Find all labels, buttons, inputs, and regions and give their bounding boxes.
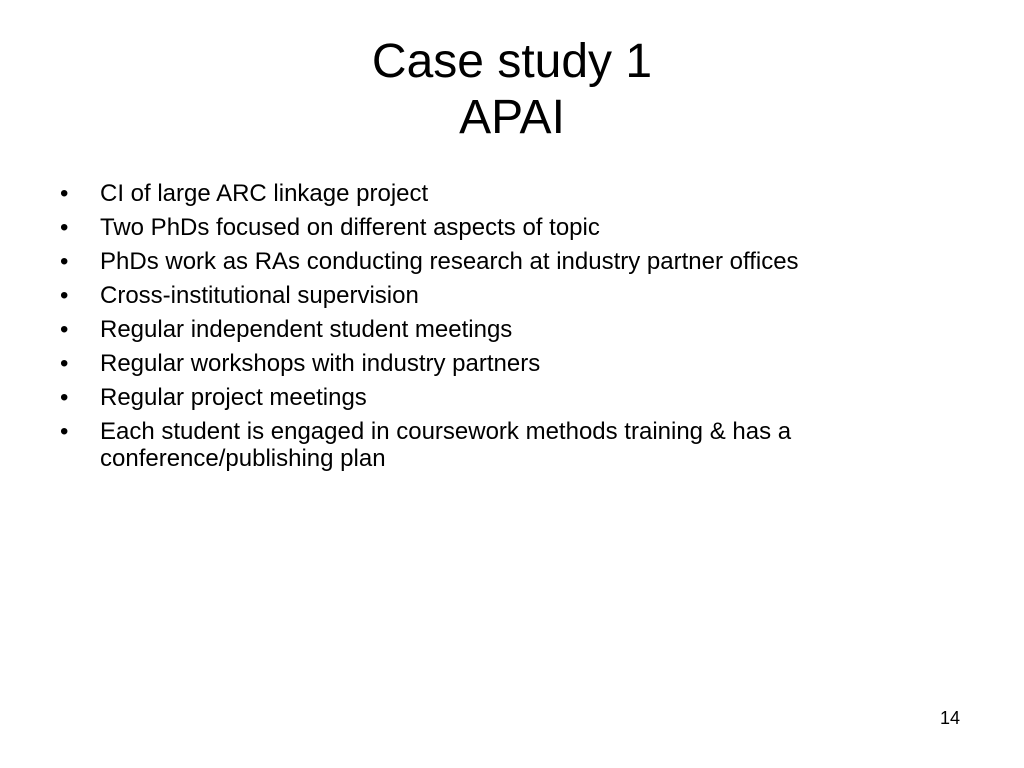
bullet-text: Two PhDs focused on different aspects of topic [100, 214, 600, 241]
bullet-icon: • [60, 282, 69, 309]
title-line-2: APAI [459, 91, 565, 144]
bullet-item [60, 384, 960, 411]
bullet-item [60, 418, 960, 472]
title-line-1: Case study 1 [371, 35, 653, 88]
bullet-icon: • [60, 316, 69, 343]
bullet-item [60, 350, 960, 377]
bullet-icon: • [60, 214, 69, 241]
slide-title [0, 34, 1024, 146]
bullet-icon: • [60, 418, 69, 445]
bullet-item [60, 180, 960, 207]
bullet-icon: • [60, 248, 69, 275]
bullet-text: PhDs work as RAs conducting research at industry partner offices [100, 248, 799, 275]
bullet-icon: • [60, 350, 69, 377]
bullet-text: CI of large ARC linkage project [100, 180, 429, 207]
bullet-text: Cross-institutional supervision [100, 282, 419, 309]
bullet-text: Regular workshops with industry partners [100, 350, 541, 377]
bullet-text: Regular independent student meetings [100, 316, 513, 343]
bullet-text: Each student is engaged in coursework methods training & has a conference/publishing plan [100, 418, 792, 472]
bullet-icon: • [60, 180, 69, 207]
bullet-list [60, 180, 960, 479]
bullet-item [60, 214, 960, 241]
bullet-text: Regular project meetings [100, 384, 367, 411]
page-number: 14 [939, 708, 960, 728]
bullet-item [60, 248, 960, 275]
bullet-icon: • [60, 384, 69, 411]
bullet-item [60, 316, 960, 343]
bullet-item [60, 282, 960, 309]
